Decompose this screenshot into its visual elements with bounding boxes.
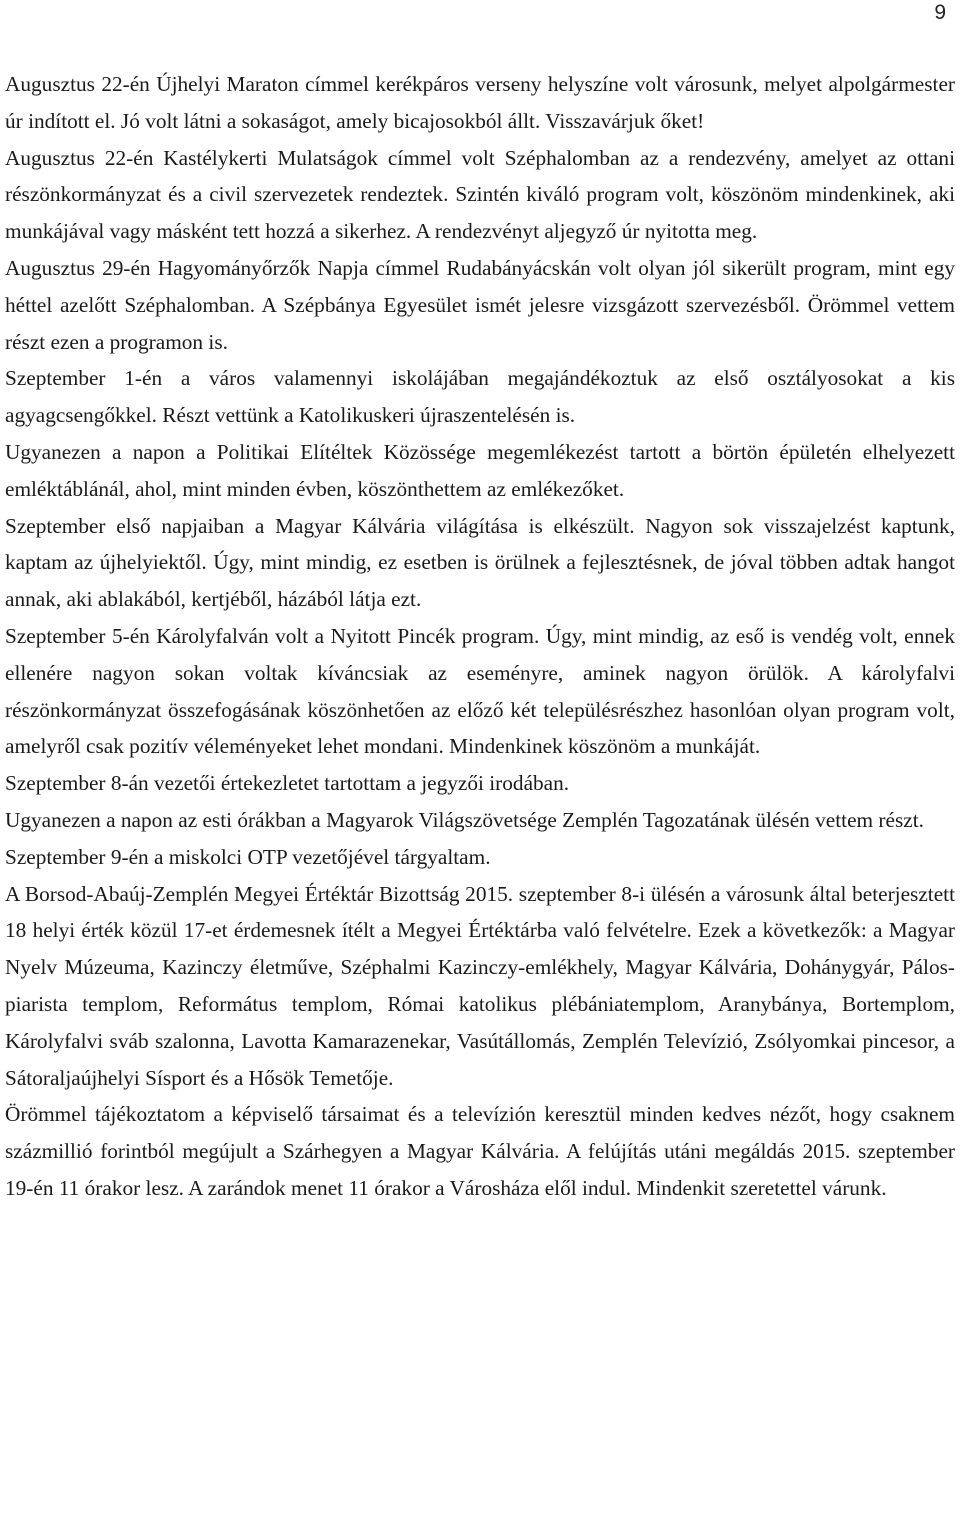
paragraph: Szeptember 9-én a miskolci OTP vezetőjével tárgyaltam. xyxy=(5,844,491,869)
paragraph: Ugyanezen a napon a Politikai Elítéltek Közössége megemlékezést tartott a börtön épületén elhelyezett emléktáblánál, ahol, mint minden évben, köszönthettem az emlékezőket. xyxy=(5,439,955,501)
page-number: 9 xyxy=(934,1,946,24)
paragraph: Szeptember 5-én Károlyfalván volt a Nyitott Pincék program. Úgy, mint mindig, az eső is vendég volt, ennek ellenére nagyon sokan voltak kíváncsiak az eseményre, aminek nagyon örülök. A károlyfalvi részönkormányzat összefogásának köszönhetően az előző két településrészhez hasonlóan olyan program volt, amelyről csak pozitív véleményeket lehet mondani. Mindenkinek köszönöm a munkáját. xyxy=(5,623,955,759)
paragraph: Ugyanezen a napon az esti órákban a Magyarok Világszövetsége Zemplén Tagozatának ülésén vettem részt. xyxy=(5,807,924,832)
paragraph: Augusztus 22-én Újhelyi Maraton címmel kerékpáros verseny helyszíne volt városunk, melyet alpolgármester úr indított el. Jó volt látni a sokaságot, amely bicajosokból állt. Visszavárjuk őket! xyxy=(5,72,955,133)
paragraph: Szeptember 1-én a város valamennyi iskolájában megajándékoztuk az első osztályosokat a kis agyagcsengőkkel. Részt vettünk a Katolikuskeri újraszentelésén is. xyxy=(5,366,955,428)
paragraph: Augusztus 29-én Hagyományőrzők Napja címmel Rudabányácskán volt olyan jól sikerült program, mint egy héttel azelőtt Széphalomban. A Szépbánya Egyesület ismét jelesre vizsgázott szervezésből. Örömmel vettem részt ezen a programon is. xyxy=(5,255,955,354)
paragraph: Augusztus 22-én Kastélykerti Mulatságok címmel volt Széphalomban az a rendezvény, amelyet az ottani részönkormányzat és a civil szervezetek rendeztek. Szintén kiváló program volt, köszönöm mindenkinek, aki munkájával vagy másként tett hozzá a sikerhez. A rendezvényt aljegyző úr nyitotta meg. xyxy=(5,145,955,244)
paragraph: Szeptember 8-án vezetői értekezletet tartottam a jegyzői irodában. xyxy=(5,771,570,796)
paragraph: Szeptember első napjaiban a Magyar Kálvária világítása is elkészült. Nagyon sok visszajelzést kaptunk, kaptam az újhelyiektől. Úgy, mint mindig, ez esetben is örülnek a fejlesztésnek, de jóval többen adtak hangot annak, aki ablakából, kertjéből, házából látja ezt. xyxy=(5,513,955,612)
document-body xyxy=(5,66,955,1207)
paragraph: Örömmel tájékoztatom a képviselő társaimat és a televízión keresztül minden kedves nézőt, hogy csaknem százmillió forintból megújult a Szárhegyen a Magyar Kálvária. A felújítás utáni megáldás 2015. szeptember 19-én 11 órakor lesz. A zarándok menet 11 órakor a Városháza elől indul. Mindenkit szeretettel várunk. xyxy=(5,1102,955,1200)
paragraph: A Borsod-Abaúj-Zemplén Megyei Értéktár Bizottság 2015. szeptember 8-i ülésén a városunk által beterjesztett 18 helyi érték közül 17-et érdemesnek ítélt a Megyei Értéktárba való felvételre. Ezek a következők: a Magyar Nyelv Múzeuma, Kazinczy életműve, Széphalmi Kazinczy-emlékhely, Magyar Kálvária, Dohánygyár, Pálos-piarista templom, Református templom, Római katolikus plébániatemplom, Aranybánya, Bortemplom, Károlyfalvi sváb szalonna, Lavotta Kamarazenekar, Vasútállomás, Zemplén Televízió, Zsólyomkai pincesor, a Sátoraljaújhelyi Sísport és a Hősök Temetője. xyxy=(5,881,955,1090)
